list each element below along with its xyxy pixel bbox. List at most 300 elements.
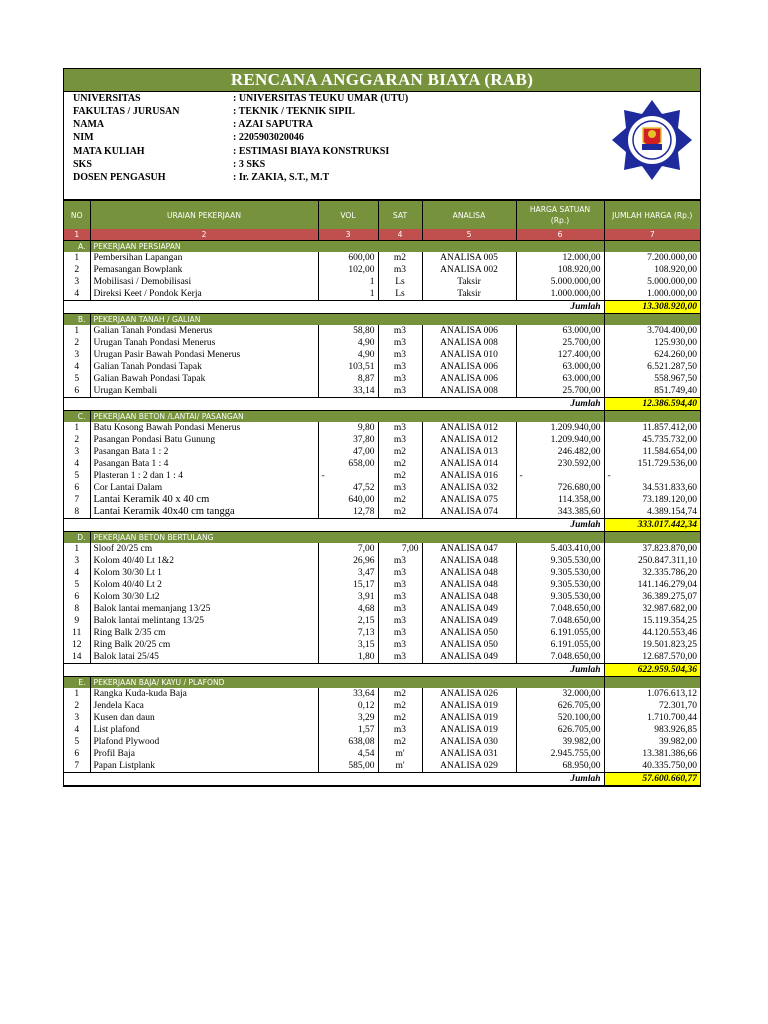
item-analisa: ANALISA 048 [422,579,516,591]
item-analisa: Taksir [422,288,516,301]
section-blank [604,677,700,689]
item-analisa: ANALISA 006 [422,325,516,337]
col-number: 2 [90,229,318,241]
info-block [64,92,700,200]
item-uraian: Ring Balk 20/25 cm [90,639,318,651]
item-sat: m3 [378,615,422,627]
item-no: 4 [74,459,80,469]
section-header-row [64,532,700,544]
table-row [64,579,700,591]
item-uraian: Kusen dan daun [90,712,318,724]
item-uraian: Rangka Kuda-kuda Baja [90,688,318,700]
item-vol: 4,90 [318,337,378,349]
item-vol: 12,78 [318,506,378,519]
item-vol: 3,47 [318,567,378,579]
item-jumlah-harga: 11.857.412,00 [604,422,700,434]
item-sat: m2 [378,446,422,458]
item-jumlah-harga: 37.823.870,00 [604,543,700,555]
item-sat: m3 [378,603,422,615]
table-row [64,361,700,373]
section-total-row [64,664,700,677]
item-sat: m3 [378,337,422,349]
table-row [64,736,700,748]
item-vol: 103,51 [318,361,378,373]
item-analisa: ANALISA 031 [422,748,516,760]
item-no: 4 [74,568,80,578]
item-analisa: ANALISA 048 [422,567,516,579]
item-jumlah-harga: 1.076.613,12 [604,688,700,700]
item-no: 2 [74,435,80,445]
info-row-dosen [73,171,633,184]
item-uraian: Galian Bawah Pondasi Tapak [90,373,318,385]
item-no: 2 [74,338,80,348]
item-no: 6 [74,749,80,759]
item-sat: m3 [378,567,422,579]
item-analisa: ANALISA 048 [422,555,516,567]
item-jumlah-harga: 7.200.000,00 [604,252,700,264]
university-logo [610,98,694,182]
item-vol: 1 [318,276,378,288]
item-jumlah-harga: 851.749,40 [604,385,700,398]
item-sat: m3 [378,349,422,361]
table-row [64,482,700,494]
item-sat: m2 [378,458,422,470]
item-vol: 3,91 [318,591,378,603]
item-sat: m3 [378,482,422,494]
item-vol: 47,52 [318,482,378,494]
item-no: 3 [74,277,80,287]
item-harga-satuan: 1.209.940,00 [516,434,604,446]
item-sat: m' [378,760,422,773]
item-analisa: ANALISA 030 [422,736,516,748]
item-uraian: Pasangan Pondasi Batu Gunung [90,434,318,446]
item-vol: 585,00 [318,760,378,773]
total-label: Jumlah [516,664,604,677]
item-harga-satuan: 2.945.755,00 [516,748,604,760]
item-vol: 1,80 [318,651,378,664]
item-analisa: ANALISA 074 [422,506,516,519]
item-analisa: ANALISA 019 [422,700,516,712]
table-row [64,434,700,446]
total-blank [64,301,516,314]
item-harga-satuan: 5.403.410,00 [516,543,604,555]
info-value: : 3 SKS [233,159,266,170]
item-sat: m2 [378,252,422,264]
section-blank [604,314,700,326]
item-vol: 3,29 [318,712,378,724]
item-analisa: ANALISA 019 [422,724,516,736]
item-harga-satuan: 1.000.000,00 [516,288,604,301]
item-harga-satuan: 9.305.530,00 [516,567,604,579]
item-jumlah-harga: 15.119.354,25 [604,615,700,627]
col-number: 5 [422,229,516,241]
item-uraian: Lantai Keramik 40 x 40 cm [90,494,318,506]
item-no: 3 [74,713,80,723]
item-sat: m3 [378,361,422,373]
section-blank [604,411,700,423]
item-analisa: ANALISA 013 [422,446,516,458]
table-header [64,201,700,230]
item-no: 7 [74,495,80,505]
item-sat: Ls [378,288,422,301]
section-letter: A. [64,241,90,253]
item-jumlah-harga: 141.146.279,04 [604,579,700,591]
table-row [64,470,700,482]
item-jumlah-harga: 6.521.287,50 [604,361,700,373]
section-header-row [64,677,700,689]
item-vol: 2,15 [318,615,378,627]
item-uraian: Galian Tanah Pondasi Tapak [90,361,318,373]
section-header-row [64,314,700,326]
table-row [64,264,700,276]
item-uraian: Jendela Kaca [90,700,318,712]
item-no: 6 [74,592,80,602]
item-uraian: Urugan Pasir Bawah Pondasi Menerus [90,349,318,361]
table-row [64,555,700,567]
item-no: 2 [74,701,80,711]
info-row-nim [73,131,633,144]
total-label: Jumlah [516,301,604,314]
item-analisa: ANALISA 050 [422,639,516,651]
item-sat: m3 [378,373,422,385]
table-row [64,446,700,458]
item-vol: 58,80 [318,325,378,337]
item-uraian: Cor Lantai Dalam [90,482,318,494]
item-vol: 640,00 [318,494,378,506]
item-analisa: ANALISA 014 [422,458,516,470]
item-no: 1 [74,689,80,699]
logo-book [642,144,662,150]
item-harga-satuan: 108.920,00 [516,264,604,276]
table-row [64,494,700,506]
header-no: NO [64,201,90,230]
item-no: 4 [74,362,80,372]
info-row-fakultas [73,105,633,118]
info-value: : 2205903020046 [233,132,304,143]
info-row-universitas [73,92,633,105]
item-harga-satuan: 1.209.940,00 [516,422,604,434]
item-analisa: ANALISA 012 [422,422,516,434]
item-analisa: ANALISA 008 [422,337,516,349]
item-uraian: Mobilisasi / Demobilisasi [90,276,318,288]
col-number: 1 [64,229,90,241]
item-uraian: Balok lantai memanjang 13/25 [90,603,318,615]
section-letter: E. [64,677,90,689]
item-uraian: Balok lantai melintang 13/25 [90,615,318,627]
item-vol: 37,80 [318,434,378,446]
item-no: 3 [74,350,80,360]
item-analisa: ANALISA 026 [422,688,516,700]
item-no: 1 [74,544,80,554]
table-row [64,603,700,615]
item-jumlah-harga: 45.735.732,00 [604,434,700,446]
item-harga-satuan: 6.191.055,00 [516,639,604,651]
item-sat: m3 [378,639,422,651]
section-name: PEKERJAAN BAJA/ KAYU / PLAFOND [90,677,604,689]
item-uraian: Batu Kosong Bawah Pondasi Menerus [90,422,318,434]
info-label: SKS [73,159,92,170]
item-jumlah-harga: 32.987.682,00 [604,603,700,615]
item-vol: 1,57 [318,724,378,736]
item-jumlah-harga: 108.920,00 [604,264,700,276]
item-jumlah-harga: 73.189.120,00 [604,494,700,506]
item-uraian: Profil Baja [90,748,318,760]
rab-sheet [63,68,701,787]
item-no: 2 [74,265,80,275]
total-blank [64,664,516,677]
item-jumlah-harga: 151.729.536,00 [604,458,700,470]
item-no: 14 [72,652,82,662]
item-analisa: ANALISA 019 [422,712,516,724]
item-jumlah-harga: 44.120.553,46 [604,627,700,639]
item-no: 1 [74,423,80,433]
item-jumlah-harga: 250.847.311,10 [604,555,700,567]
total-label: Jumlah [516,519,604,532]
item-no: 1 [74,253,80,263]
item-vol: 600,00 [318,252,378,264]
item-analisa: ANALISA 005 [422,252,516,264]
info-label: FAKULTAS / JURUSAN [73,106,180,117]
item-uraian: Papan Listplank [90,760,318,773]
info-label: NIM [73,132,94,143]
item-sat: m3 [378,724,422,736]
item-vol: 7,13 [318,627,378,639]
section-letter: B. [64,314,90,326]
item-harga-satuan: 127.400,00 [516,349,604,361]
item-sat: m' [378,748,422,760]
item-vol: 33,14 [318,385,378,398]
item-vol: - [318,470,378,482]
item-sat: m2 [378,736,422,748]
item-no: 8 [74,507,80,517]
item-sat: m3 [378,264,422,276]
item-no: 5 [74,580,80,590]
item-analisa: ANALISA 006 [422,373,516,385]
table-row [64,325,700,337]
table-row [64,627,700,639]
table-row [64,422,700,434]
table-row [64,349,700,361]
item-sat: m3 [378,627,422,639]
item-vol: 26,96 [318,555,378,567]
section-name: PEKERJAAN TANAH / GALIAN [90,314,604,326]
item-vol: 4,68 [318,603,378,615]
table-row [64,543,700,555]
item-harga-satuan: 63.000,00 [516,373,604,385]
item-no: 5 [74,374,80,384]
item-analisa: ANALISA 012 [422,434,516,446]
table-row [64,615,700,627]
item-uraian: Kolom 40/40 Lt 1&2 [90,555,318,567]
section-total-row [64,398,700,411]
item-harga-satuan: 32.000,00 [516,688,604,700]
item-no: 6 [74,386,80,396]
item-vol: 638,08 [318,736,378,748]
header-sat: SAT [378,201,422,230]
item-sat: m3 [378,434,422,446]
item-harga-satuan: 7.048.650,00 [516,615,604,627]
section-blank [604,532,700,544]
table-body [64,241,700,786]
total-blank [64,398,516,411]
item-analisa: ANALISA 050 [422,627,516,639]
item-harga-satuan: 9.305.530,00 [516,591,604,603]
table-row [64,639,700,651]
header-uraian: URAIAN PEKERJAAN [90,201,318,230]
item-sat: m3 [378,579,422,591]
item-harga-satuan: 63.000,00 [516,325,604,337]
item-harga-satuan: 520.100,00 [516,712,604,724]
item-analisa: ANALISA 029 [422,760,516,773]
item-uraian: Urugan Tanah Pondasi Menerus [90,337,318,349]
item-sat: m3 [378,591,422,603]
item-no: 9 [74,616,80,626]
item-jumlah-harga: 40.335.750,00 [604,760,700,773]
item-jumlah-harga: 1.000.000,00 [604,288,700,301]
item-harga-satuan: - [516,470,604,482]
item-analisa: ANALISA 048 [422,591,516,603]
item-uraian: Direksi Keet / Pondok Kerja [90,288,318,301]
item-uraian: Kolom 30/30 Lt 1 [90,567,318,579]
section-total-row [64,773,700,786]
item-no: 3 [74,447,80,457]
item-vol: 102,00 [318,264,378,276]
item-analisa: ANALISA 075 [422,494,516,506]
item-sat: m2 [378,712,422,724]
item-no: 7 [74,761,80,771]
item-harga-satuan: 7.048.650,00 [516,603,604,615]
item-harga-satuan: 626.705,00 [516,700,604,712]
section-total: 622.959.504,36 [604,664,700,677]
item-vol: 9,80 [318,422,378,434]
section-total-row [64,519,700,532]
table-row [64,337,700,349]
item-uraian: Ring Balk 2/35 cm [90,627,318,639]
item-vol: 4,90 [318,349,378,361]
item-no: 4 [74,725,80,735]
section-total: 12.386.594,40 [604,398,700,411]
item-vol: 4,54 [318,748,378,760]
table-row [64,748,700,760]
column-number-row [64,229,700,241]
item-harga-satuan: 63.000,00 [516,361,604,373]
table-row [64,591,700,603]
item-harga-satuan: 12.000,00 [516,252,604,264]
table-row [64,506,700,519]
item-sat: m3 [378,651,422,664]
info-row-nama [73,118,633,131]
table-row [64,651,700,664]
item-harga-satuan: 343.385,60 [516,506,604,519]
header-analisa: ANALISA [422,201,516,230]
table-row [64,385,700,398]
item-no: 4 [74,289,80,299]
info-label: NAMA [73,119,105,130]
section-letter: D. [64,532,90,544]
table-row [64,288,700,301]
info-value: : TEKNIK / TEKNIK SIPIL [233,106,355,117]
info-value: : AZAI SAPUTRA [233,119,314,130]
info-value: : UNIVERSITAS TEUKU UMAR (UTU) [233,93,409,104]
item-uraian: Galian Tanah Pondasi Menerus [90,325,318,337]
item-harga-satuan: 9.305.530,00 [516,555,604,567]
item-vol: 8,87 [318,373,378,385]
item-vol: 0,12 [318,700,378,712]
item-jumlah-harga: 3.704.400,00 [604,325,700,337]
item-analisa: ANALISA 002 [422,264,516,276]
item-jumlah-harga: 39.982,00 [604,736,700,748]
header-vol: VOL [318,201,378,230]
item-harga-satuan: 6.191.055,00 [516,627,604,639]
table-row [64,712,700,724]
table-row [64,252,700,264]
item-sat: m2 [378,494,422,506]
item-uraian: Kolom 30/30 Lt2 [90,591,318,603]
section-blank [604,241,700,253]
total-label: Jumlah [516,398,604,411]
item-uraian: Balok latai 25/45 [90,651,318,664]
item-jumlah-harga: 13.381.386,66 [604,748,700,760]
section-name: PEKERJAAN BETON /LANTAI/ PASANGAN [90,411,604,423]
table-row [64,760,700,773]
section-name: PEKERJAAN PERSIAPAN [90,241,604,253]
section-header-row [64,241,700,253]
item-sat: m3 [378,325,422,337]
item-sat: m3 [378,422,422,434]
item-no: 3 [74,556,80,566]
item-jumlah-harga: 19.501.823,25 [604,639,700,651]
item-analisa: Taksir [422,276,516,288]
item-sat: m2 [378,470,422,482]
section-total: 13.308.920,00 [604,301,700,314]
info-label: UNIVERSITAS [73,93,141,104]
info-row-sks [73,158,633,171]
item-analisa: ANALISA 049 [422,603,516,615]
item-vol: 1 [318,288,378,301]
item-vol: 3,15 [318,639,378,651]
col-number: 6 [516,229,604,241]
item-sat: m2 [378,700,422,712]
item-no: 12 [72,640,82,650]
item-sat: m3 [378,555,422,567]
item-jumlah-harga: 34.531.833,60 [604,482,700,494]
item-uraian: Plasteran 1 : 2 dan 1 : 4 [90,470,318,482]
info-label: DOSEN PENGASUH [73,172,166,183]
item-analisa: ANALISA 049 [422,651,516,664]
info-value: : ESTIMASI BIAYA KONSTRUKSI [233,146,390,157]
item-jumlah-harga: 4.389.154,74 [604,506,700,519]
item-analisa: ANALISA 010 [422,349,516,361]
header-harga-satuan: HARGA SATUAN (Rp.) [516,201,604,230]
info-value: : Ir. ZAKIA, S.T., M.T [233,172,330,183]
item-no: 8 [74,604,80,614]
item-harga-satuan: 68.950,00 [516,760,604,773]
item-harga-satuan: 7.048.650,00 [516,651,604,664]
document-title: RENCANA ANGGARAN BIAYA (RAB) [64,69,700,92]
item-vol: 33,64 [318,688,378,700]
item-uraian: Pemasangan Bowplank [90,264,318,276]
table-row [64,373,700,385]
item-harga-satuan: 726.680,00 [516,482,604,494]
item-harga-satuan: 114.358,00 [516,494,604,506]
table-row [64,700,700,712]
header-jumlah-harga: JUMLAH HARGA (Rp.) [604,201,700,230]
item-no: 1 [74,326,80,336]
item-uraian: Kolom 40/40 Lt 2 [90,579,318,591]
item-harga-satuan: 626.705,00 [516,724,604,736]
item-sat: m2 [378,688,422,700]
item-sat: Ls [378,276,422,288]
